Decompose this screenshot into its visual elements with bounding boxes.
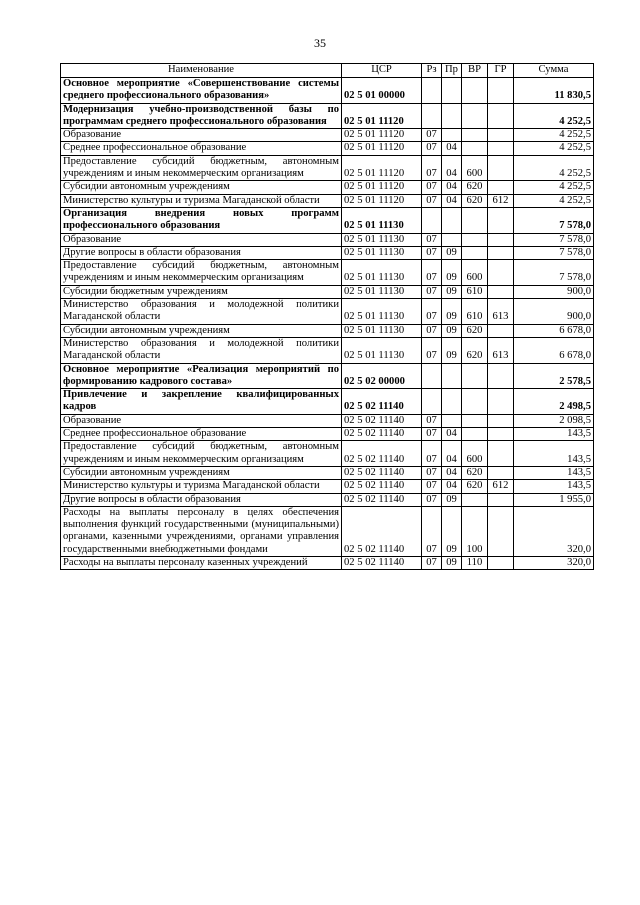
header-csr: ЦСР — [342, 64, 422, 78]
header-name: Наименование — [61, 64, 342, 78]
cell-gr — [488, 260, 514, 286]
cell-sum: 4 252,5 — [514, 142, 594, 155]
cell-sum: 143,5 — [514, 466, 594, 479]
cell-gr — [488, 324, 514, 337]
cell-sum: 7 578,0 — [514, 207, 594, 233]
cell-vr: 620 — [462, 194, 488, 207]
cell-csr: 02 5 01 11130 — [342, 324, 422, 337]
table-row — [61, 194, 594, 207]
table-row — [61, 181, 594, 194]
cell-rz: 07 — [422, 142, 442, 155]
cell-rz: 07 — [422, 155, 442, 181]
cell-sum: 2 498,5 — [514, 389, 594, 415]
cell-rz: 07 — [422, 233, 442, 246]
cell-vr — [462, 428, 488, 441]
cell-pr: 09 — [442, 493, 462, 506]
cell-pr: 09 — [442, 285, 462, 298]
cell-csr: 02 5 01 00000 — [342, 78, 422, 104]
cell-name: Субсидии автономным учреждениям — [61, 181, 342, 194]
cell-gr: 613 — [488, 299, 514, 325]
cell-csr: 02 5 01 11130 — [342, 337, 422, 363]
cell-gr — [488, 78, 514, 104]
header-sum: Сумма — [514, 64, 594, 78]
table-row — [61, 207, 594, 233]
cell-pr — [442, 103, 462, 129]
page-number: 35 — [314, 36, 326, 50]
cell-pr — [442, 389, 462, 415]
cell-name: Расходы на выплаты персоналу казенных учреждений — [61, 556, 342, 569]
cell-vr: 620 — [462, 337, 488, 363]
cell-sum: 7 578,0 — [514, 233, 594, 246]
cell-name: Министерство образования и молодежной политики Магаданской области — [61, 337, 342, 363]
cell-rz — [422, 363, 442, 389]
table-row — [61, 414, 594, 427]
table-row — [61, 129, 594, 142]
budget-table — [60, 63, 594, 570]
cell-sum: 2 098,5 — [514, 414, 594, 427]
cell-pr — [442, 363, 462, 389]
cell-gr — [488, 556, 514, 569]
cell-vr — [462, 207, 488, 233]
cell-rz: 07 — [422, 493, 442, 506]
cell-rz: 07 — [422, 324, 442, 337]
cell-sum: 900,0 — [514, 285, 594, 298]
header-row — [61, 64, 594, 78]
cell-name: Субсидии бюджетным учреждениям — [61, 285, 342, 298]
cell-csr: 02 5 01 11120 — [342, 142, 422, 155]
cell-rz: 07 — [422, 181, 442, 194]
cell-vr — [462, 129, 488, 142]
cell-rz: 07 — [422, 506, 442, 556]
table-row — [61, 493, 594, 506]
table-row — [61, 480, 594, 493]
cell-gr — [488, 414, 514, 427]
cell-csr: 02 5 01 11130 — [342, 299, 422, 325]
header-gr: ГР — [488, 64, 514, 78]
cell-sum: 4 252,5 — [514, 103, 594, 129]
cell-vr — [462, 233, 488, 246]
cell-gr — [488, 246, 514, 259]
cell-csr: 02 5 01 11120 — [342, 181, 422, 194]
table-row — [61, 337, 594, 363]
cell-sum: 143,5 — [514, 441, 594, 467]
cell-pr: 09 — [442, 506, 462, 556]
cell-rz: 07 — [422, 299, 442, 325]
cell-pr: 04 — [442, 480, 462, 493]
cell-vr: 620 — [462, 480, 488, 493]
cell-name: Министерство культуры и туризма Магаданской области — [61, 480, 342, 493]
cell-pr: 04 — [442, 142, 462, 155]
cell-rz: 07 — [422, 556, 442, 569]
cell-pr: 09 — [442, 260, 462, 286]
cell-vr — [462, 363, 488, 389]
cell-csr: 02 5 02 00000 — [342, 363, 422, 389]
cell-sum: 900,0 — [514, 299, 594, 325]
cell-vr: 600 — [462, 155, 488, 181]
table-row — [61, 299, 594, 325]
header-vr: ВР — [462, 64, 488, 78]
cell-sum: 143,5 — [514, 480, 594, 493]
cell-gr — [488, 363, 514, 389]
table-row — [61, 441, 594, 467]
cell-sum: 1 955,0 — [514, 493, 594, 506]
cell-csr: 02 5 02 11140 — [342, 493, 422, 506]
cell-gr — [488, 493, 514, 506]
cell-csr: 02 5 01 11130 — [342, 260, 422, 286]
cell-sum: 4 252,5 — [514, 155, 594, 181]
cell-pr: 09 — [442, 324, 462, 337]
cell-csr: 02 5 02 11140 — [342, 466, 422, 479]
cell-name: Предоставление субсидий бюджетным, автономным учреждениям и иным некоммерческим организациям — [61, 155, 342, 181]
cell-gr — [488, 181, 514, 194]
cell-sum: 2 578,5 — [514, 363, 594, 389]
cell-gr — [488, 207, 514, 233]
cell-sum: 6 678,0 — [514, 337, 594, 363]
cell-vr — [462, 78, 488, 104]
table-row — [61, 103, 594, 129]
cell-pr: 09 — [442, 337, 462, 363]
cell-csr: 02 5 01 11120 — [342, 129, 422, 142]
cell-pr: 09 — [442, 246, 462, 259]
cell-name: Образование — [61, 414, 342, 427]
cell-csr: 02 5 01 11130 — [342, 233, 422, 246]
budget-table-body — [61, 78, 594, 570]
cell-rz: 07 — [422, 441, 442, 467]
cell-name: Организация внедрения новых программ профессионального образования — [61, 207, 342, 233]
cell-vr — [462, 389, 488, 415]
table-row — [61, 363, 594, 389]
cell-csr: 02 5 02 11140 — [342, 389, 422, 415]
cell-sum: 320,0 — [514, 506, 594, 556]
table-row — [61, 155, 594, 181]
cell-name: Образование — [61, 129, 342, 142]
cell-name: Министерство культуры и туризма Магаданской области — [61, 194, 342, 207]
cell-vr — [462, 142, 488, 155]
cell-vr: 620 — [462, 181, 488, 194]
cell-pr: 09 — [442, 556, 462, 569]
cell-rz — [422, 389, 442, 415]
cell-csr: 02 5 02 11140 — [342, 428, 422, 441]
cell-name: Модернизация учебно-производственной базы по программам среднего профессионального образования — [61, 103, 342, 129]
cell-vr: 100 — [462, 506, 488, 556]
cell-pr: 04 — [442, 428, 462, 441]
cell-rz: 07 — [422, 285, 442, 298]
table-row — [61, 324, 594, 337]
cell-gr: 612 — [488, 194, 514, 207]
cell-rz: 07 — [422, 414, 442, 427]
cell-rz: 07 — [422, 260, 442, 286]
cell-sum: 6 678,0 — [514, 324, 594, 337]
cell-name: Субсидии автономным учреждениям — [61, 324, 342, 337]
cell-name: Субсидии автономным учреждениям — [61, 466, 342, 479]
table-row — [61, 556, 594, 569]
cell-rz: 07 — [422, 428, 442, 441]
cell-sum: 11 830,5 — [514, 78, 594, 104]
header-rz: Рз — [422, 64, 442, 78]
cell-pr — [442, 207, 462, 233]
cell-csr: 02 5 01 11130 — [342, 285, 422, 298]
cell-pr — [442, 129, 462, 142]
cell-name: Образование — [61, 233, 342, 246]
cell-vr: 610 — [462, 285, 488, 298]
cell-rz: 07 — [422, 129, 442, 142]
cell-sum: 7 578,0 — [514, 246, 594, 259]
cell-gr: 613 — [488, 337, 514, 363]
cell-rz: 07 — [422, 246, 442, 259]
cell-vr: 110 — [462, 556, 488, 569]
cell-name: Среднее профессиональное образование — [61, 142, 342, 155]
cell-gr — [488, 466, 514, 479]
cell-csr: 02 5 01 11130 — [342, 246, 422, 259]
cell-csr: 02 5 01 11130 — [342, 207, 422, 233]
cell-pr: 04 — [442, 155, 462, 181]
cell-csr: 02 5 02 11140 — [342, 480, 422, 493]
cell-pr: 04 — [442, 181, 462, 194]
cell-sum: 4 252,5 — [514, 181, 594, 194]
cell-rz: 07 — [422, 337, 442, 363]
header-pr: Пр — [442, 64, 462, 78]
cell-csr: 02 5 02 11140 — [342, 506, 422, 556]
table-row — [61, 466, 594, 479]
cell-vr — [462, 246, 488, 259]
cell-vr: 610 — [462, 299, 488, 325]
cell-vr — [462, 103, 488, 129]
cell-sum: 320,0 — [514, 556, 594, 569]
cell-vr — [462, 493, 488, 506]
cell-name: Среднее профессиональное образование — [61, 428, 342, 441]
cell-pr: 09 — [442, 299, 462, 325]
cell-gr — [488, 155, 514, 181]
cell-name: Основное мероприятие «Реализация мероприятий по формированию кадрового состава» — [61, 363, 342, 389]
cell-pr: 04 — [442, 466, 462, 479]
cell-name: Основное мероприятие «Совершенствование системы среднего профессионального образования» — [61, 78, 342, 104]
cell-pr: 04 — [442, 194, 462, 207]
table-row — [61, 142, 594, 155]
cell-name: Привлечение и закрепление квалифицированных кадров — [61, 389, 342, 415]
cell-gr — [488, 142, 514, 155]
cell-rz: 07 — [422, 480, 442, 493]
cell-pr — [442, 78, 462, 104]
cell-vr: 620 — [462, 324, 488, 337]
cell-vr: 620 — [462, 466, 488, 479]
cell-gr — [488, 506, 514, 556]
table-row — [61, 506, 594, 556]
cell-gr — [488, 103, 514, 129]
cell-name: Предоставление субсидий бюджетным, автономным учреждениям и иным некоммерческим организациям — [61, 441, 342, 467]
table-row — [61, 285, 594, 298]
table-row — [61, 78, 594, 104]
cell-vr — [462, 414, 488, 427]
cell-vr: 600 — [462, 441, 488, 467]
cell-rz — [422, 103, 442, 129]
table-row — [61, 428, 594, 441]
cell-gr — [488, 129, 514, 142]
cell-name: Другие вопросы в области образования — [61, 246, 342, 259]
cell-csr: 02 5 02 11140 — [342, 414, 422, 427]
cell-csr: 02 5 01 11120 — [342, 194, 422, 207]
cell-name: Министерство образования и молодежной политики Магаданской области — [61, 299, 342, 325]
cell-sum: 4 252,5 — [514, 129, 594, 142]
cell-gr — [488, 441, 514, 467]
cell-sum: 4 252,5 — [514, 194, 594, 207]
cell-csr: 02 5 02 11140 — [342, 556, 422, 569]
cell-gr — [488, 428, 514, 441]
cell-name: Предоставление субсидий бюджетным, автономным учреждениям и иным некоммерческим организациям — [61, 260, 342, 286]
cell-gr — [488, 389, 514, 415]
cell-rz — [422, 207, 442, 233]
cell-gr — [488, 285, 514, 298]
cell-csr: 02 5 01 11120 — [342, 155, 422, 181]
cell-gr: 612 — [488, 480, 514, 493]
cell-sum: 143,5 — [514, 428, 594, 441]
table-row — [61, 233, 594, 246]
cell-pr: 04 — [442, 441, 462, 467]
cell-rz: 07 — [422, 466, 442, 479]
cell-pr — [442, 233, 462, 246]
cell-pr — [442, 414, 462, 427]
table-row — [61, 260, 594, 286]
cell-csr: 02 5 01 11120 — [342, 103, 422, 129]
cell-gr — [488, 233, 514, 246]
cell-sum: 7 578,0 — [514, 260, 594, 286]
cell-rz: 07 — [422, 194, 442, 207]
cell-name: Расходы на выплаты персоналу в целях обеспечения выполнения функций государственными (муниципальными) органами, казенными учреждениями, органами управления государственными внебюджетными фондами — [61, 506, 342, 556]
cell-csr: 02 5 02 11140 — [342, 441, 422, 467]
cell-name: Другие вопросы в области образования — [61, 493, 342, 506]
table-row — [61, 246, 594, 259]
table-row — [61, 389, 594, 415]
cell-rz — [422, 78, 442, 104]
cell-vr: 600 — [462, 260, 488, 286]
